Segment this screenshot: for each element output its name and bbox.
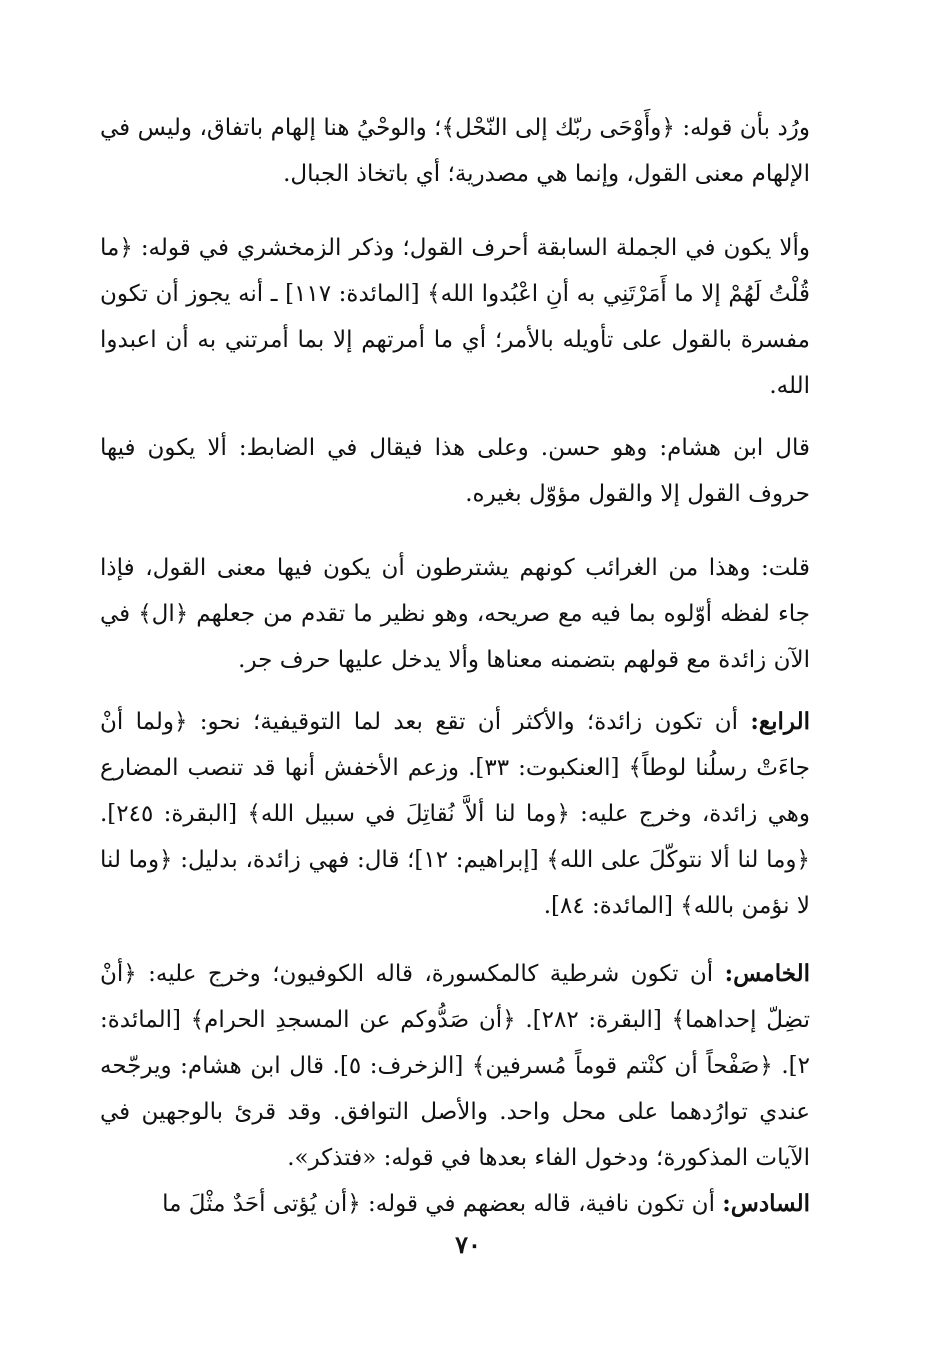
paragraph-fifth-text: أن تكون شرطية كالمكسورة، قاله الكوفيون؛ وخرج عليه: ﴿أنْ تضِلّ إحداهما﴾ [البقرة: ٢٨٢]. ﴿أن صَدُّوكم عن المسجدِ الحرام﴾ [المائدة: ٢]. ﴿صَفْحاً أن كنْتم قوماً مُسرفين﴾ [الزخرف: ٥]. قال ابن هشام: ويرجّحه عندي توارُدهما على محل واحد. والأصل التوافق. وقد قرئ بالوجهين في الآيات المذكورة؛ ودخول الفاء بعدها في قوله: «فتذكر». (100, 961, 811, 1171)
paragraph-3 (100, 425, 810, 517)
paragraph-4-text: قلت: وهذا من الغرائب كونهم يشترطون أن يكون فيها معنى القول، فإذا جاء لفظه أوّلوه بما فيه مع صريحه، وهو نظير ما تقدم من جعلهم ﴿ال﴾ في الآن زائدة مع قولهم بتضمنه معناها وألا يدخل عليها حرف جر. (100, 555, 810, 673)
paragraph-sixth-meaning (100, 1181, 810, 1227)
heading-fifth: الخامس: (724, 960, 810, 987)
heading-fourth: الرابع: (750, 708, 810, 735)
heading-sixth: السادس: (722, 1190, 810, 1217)
paragraph-1 (100, 105, 810, 197)
paragraph-3-text: قال ابن هشام: وهو حسن. وعلى هذا فيقال في الضابط: ألا يكون فيها حروف القول إلا والقول مؤوّل بغيره. (100, 435, 810, 507)
paragraph-1-text: ورُد بأن قوله: ﴿وأَوْحَى ربّك إلى النّحْل﴾؛ والوحْيُ هنا إلهام باتفاق، وليس في الإلهام معنى القول، وإنما هي مصدرية؛ أي باتخاذ الجبال. (100, 115, 810, 187)
paragraph-fourth-text: أن تكون زائدة؛ والأكثر أن تقع بعد لما التوقيفية؛ نحو: ﴿ولما أنْ جاءَتْ رسلُنا لوطاً﴾ [العنكبوت: ٣٣]. وزعم الأخفش أنها قد تنصب المضارع وهي زائدة، وخرج عليه: ﴿وما لنا ألاَّ نُقاتِلَ في سبيل الله﴾ [البقرة: ٢٤٥]. ﴿وما لنا ألا نتوكّلَ على الله﴾ [إبراهيم: ١٢]؛ قال: فهي زائدة، بدليل: ﴿وما لنا لا نؤمن بالله﴾ [المائدة: ٨٤]. (100, 709, 810, 919)
paragraph-2-text: وألا يكون في الجملة السابقة أحرف القول؛ وذكر الزمخشري في قوله: ﴿ما قُلْتُ لَهُمْ إلا ما أَمَرْتَنِي به أنِ اعْبُدوا الله﴾ [المائدة: ١١٧] ـ أنه يجوز أن تكون مفسرة بالقول على تأويله بالأمر؛ أي ما أمرتهم إلا بما أمرتني به أن اعبدوا الله. (100, 235, 810, 399)
page-number: ٧٠ (455, 1230, 481, 1259)
paragraph-fourth-meaning (100, 699, 810, 929)
paragraph-sixth-text: أن تكون نافية، قاله بعضهم في قوله: ﴿أن يُؤتى أحَدٌ مثْلَ ما (162, 1191, 723, 1217)
paragraph-2 (100, 225, 810, 409)
paragraph-fifth-meaning (100, 951, 810, 1181)
paragraph-4 (100, 545, 810, 683)
